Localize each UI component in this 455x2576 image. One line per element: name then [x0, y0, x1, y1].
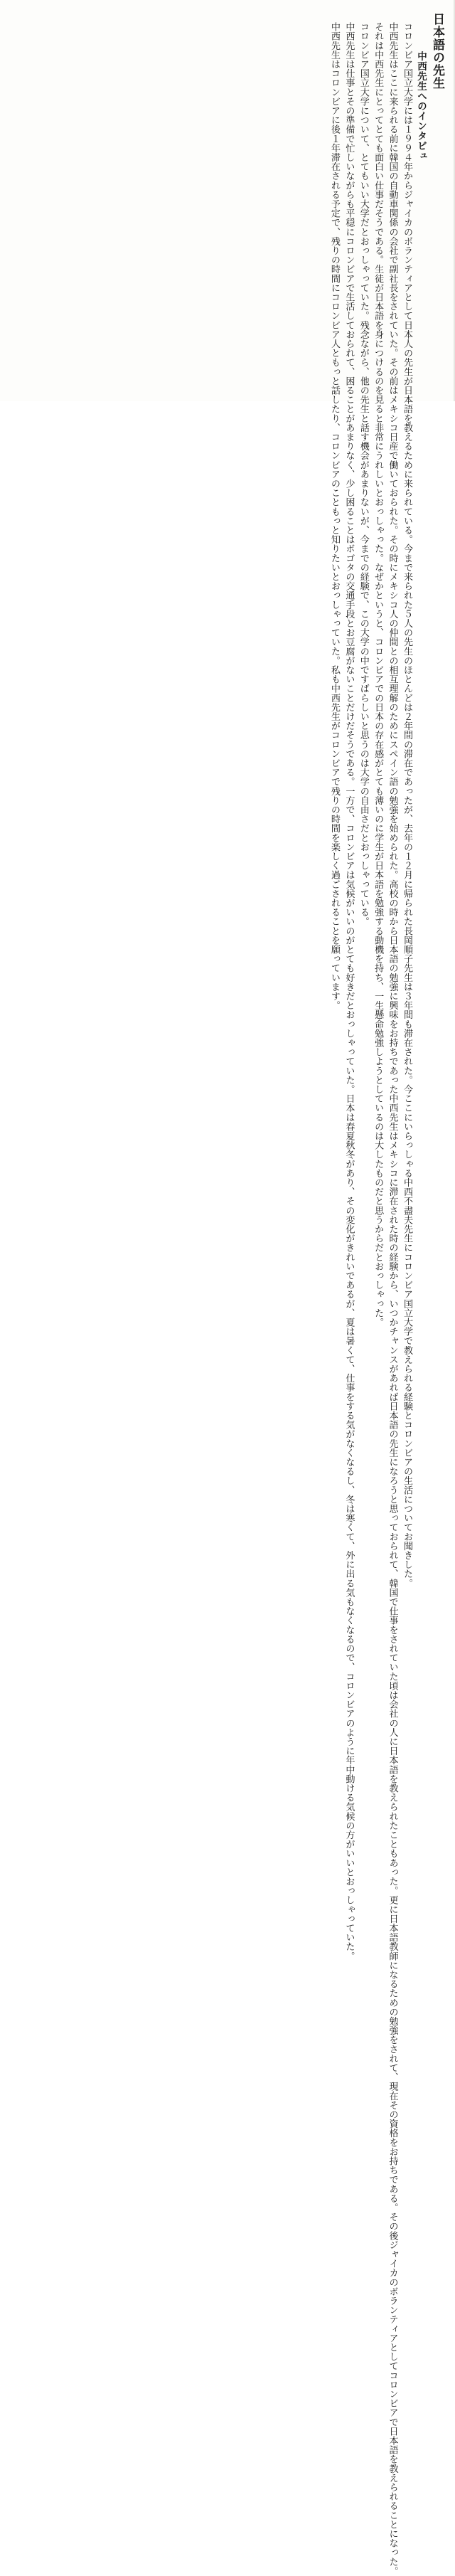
article-body — [327, 13, 414, 2576]
article-subtitle: 中西先生へのインタビュ — [415, 51, 427, 161]
paragraph-life: 中西先生は仕事とその準備で忙しいながらも平穏にコロンビアで生活しておられて、困ることがあまりなく、少し困ることはボゴタの交通手段とお豆腐がないことだけだそうである。一方で、コロンビアは気候がいいのがとても好きだとおっしゃっていた。日本は春夏秋冬があり、その変化がきれいであるが、夏は暑くて、仕事をする気がなくなるし、冬は寒くて、外に出る気もなくなるので、コロンビアのように年中動ける気候の方がいいとおっしゃっていた。 — [343, 13, 355, 1961]
paragraph-closing: 中西先生はコロンビアに後１年滞在される予定で、残りの時間にコロンビア人ともっと話したり、コロンビアのこともっと知りたいとおっしゃっていた。私も中西先生がコロンビアで残りの時間を楽しく過ごされることを願っています。 — [328, 13, 340, 1010]
paragraph-work: それは中西先生にとってとても面白い仕事だそうである。生徒が日本語を身につけるのを見ると非常にうれしいとおっしゃった。なぜかというと、コロンビアでの日本の存在感がとても薄いのに学生が日本語を勉強する動機を持ち、一生懸命勉強しようとしているのは大したものだと思うからだとおっしゃった。 — [373, 13, 384, 1327]
article-title: 日本語の先生 — [430, 13, 444, 90]
paragraph-university: コロンビア国立大学について、とてもいい大学だとおっしゃっていた。残念ながら、他の先生と話す機会があまりないが、今までの経験で、この大学の中ですばらしいと思うのは大学の自由さだとおっしゃっている。 — [358, 13, 369, 926]
paragraph-background: 中西先生はここに来られる前に韓国の自動車関係の会社で副社長をされていた。その前はメキシコ日産で働いておられた。その時にメキシコ人の仲間との相互理解のためにスペイン語の勉強を始められた。高校の時から日本語の勉強に興味をお持ちであった中西先生はメキシコに滞在された時の経験から、いつかチャンスがあれば日本語の先生になろうと思っておられて、韓国で仕事をされていた頃は会社の人に日本語を教えられたこともあった。更に日本語教師になるための勉強をされて、現在その資格をお持ちである。その後ジャイカのボランティアとしてコロンビアで日本語を教えられることになった。 — [387, 13, 398, 2576]
paragraph-intro: コロンビア国立大学には１９９４年からジャイカのボランティアとして日本人の先生が日本語を教えるために来られている。今まで来られた５人の先生のほとんどは２年間の滞在であったが、去年の１２月に帰られた長岡順子先生は３年間も滞在された。今ここにいらっしゃる中西不盡夫先生にコロンビア国立大学で教えられる経験とコロンビアの生活についてお聞きした。 — [402, 13, 412, 1588]
